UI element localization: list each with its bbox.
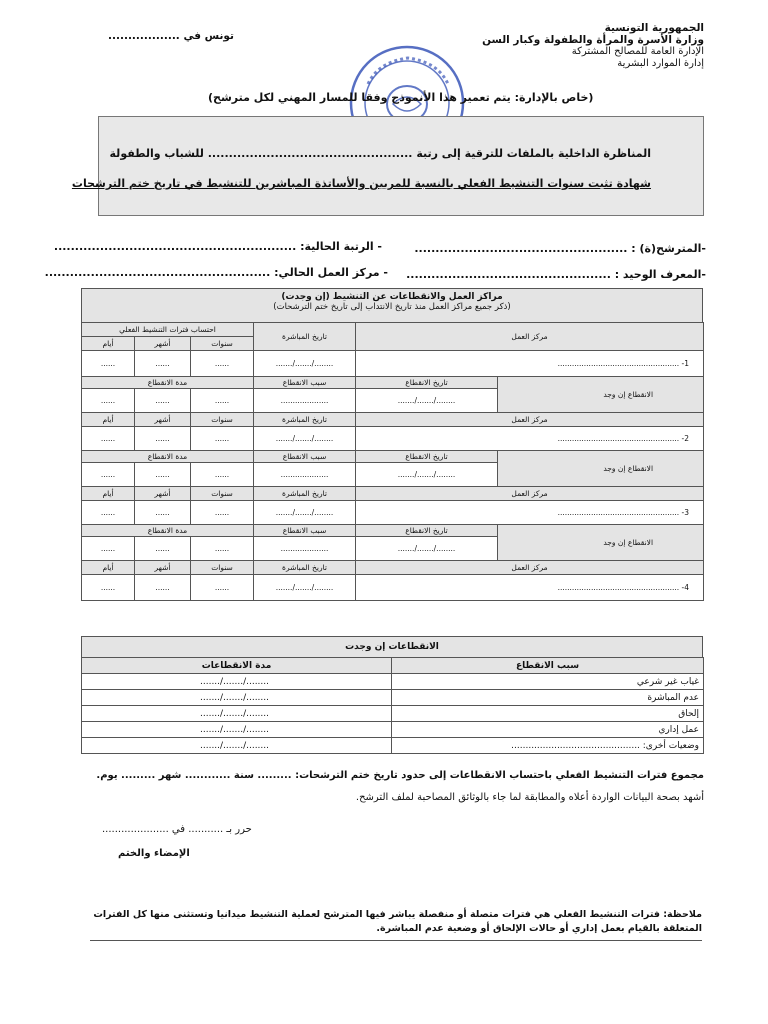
interruption-if-label: الانقطاع إن وجد [498,451,704,487]
interruption-date-header: تاريخ الانقطاع [356,377,498,389]
section1-title: مراكز العمل والانقطاعات عن التنشيط (إن وجدت) [281,292,503,302]
months-cell[interactable]: ...... [135,463,191,487]
reason-cell[interactable]: .................... [254,537,356,561]
reason-cell[interactable]: .................... [254,389,356,413]
duration-cell[interactable]: ......./......./........ [82,706,392,722]
reason-cell[interactable]: .................... [254,463,356,487]
interruption-if-label: الانقطاع إن وجد [498,377,704,413]
workplace-header: مركز العمل [356,487,704,501]
years-cell[interactable]: ...... [191,501,254,525]
admin-note: (خاص بالإدارة: يتم تعمير هذا الأنموذج وفقا للمسار المهني لكل مترشح) [208,91,594,104]
interruption-date-header: تاريخ الانقطاع [356,451,498,463]
years-cell[interactable]: ...... [191,575,254,601]
unique-id-field[interactable]: -المعرف الوحيد : ................................................. [406,268,706,281]
duration-cell[interactable]: ......./......./........ [82,738,392,754]
workplace-field[interactable]: - مركز العمل الحالي: ...................................................... [44,266,388,279]
reason-cell: عدم المباشرة [392,690,704,706]
section2-title: الانقطاعات إن وجدت [81,636,703,658]
months-header: أشهر [135,337,191,351]
days-cell[interactable]: ...... [82,463,135,487]
months-cell[interactable]: ...... [135,575,191,601]
days-cell[interactable]: ...... [82,575,135,601]
workplace-cell[interactable]: ................................................... -3 [356,501,704,525]
written-at[interactable]: حرر بـ ........... في ..................... [102,824,252,835]
duration-header: مدة الانقطاعات [82,658,392,674]
certify-line: أشهد بصحة البيانات الواردة أعلاه والمطابقة لما جاء بالوثائق المصاحبة لملف الترشح. [355,792,704,803]
interruption-duration-header: مدة الانقطاع [82,451,254,463]
interruption-reason-header: سبب الانقطاع [254,525,356,537]
note: ملاحظة: فترات التنشيط الفعلي هي فترات متصلة أو منفصلة يباشر فيها المترشح لعملية التنشيط ميدانيا وتستثنى منها كل الفترات المتعلقة بالقيام بعمل إداري أو حالات الإلحاق أو وضعية عدم المباشرة. [90,908,702,941]
years-cell[interactable]: ...... [191,463,254,487]
days-cell[interactable]: ...... [82,501,135,525]
row-number: -4 [681,583,690,592]
months-header: أشهر [135,413,191,427]
reason-cell[interactable]: وضعيات أخرى: ............................................. [392,738,704,754]
years-header: سنوات [191,337,254,351]
days-header: أيام [82,413,135,427]
interruption-duration-header: مدة الانقطاع [82,377,254,389]
section1-subtitle: (ذكر جميع مراكز العمل منذ تاريخ الانتداب إلى تاريخ ختم الترشحات) [273,302,511,312]
days-header: أيام [82,561,135,575]
title-box [71,116,704,216]
interruption-reason-header: سبب الانقطاع [254,451,356,463]
duration-cell[interactable]: ......./......./........ [82,674,392,690]
months-cell[interactable]: ...... [135,351,191,377]
start-date-header: تاريخ المباشرة [254,413,356,427]
months-cell[interactable]: ...... [135,537,191,561]
start-date-header: تاريخ المباشرة [254,323,356,351]
interruption-duration-header: مدة الانقطاع [82,525,254,537]
interruption-if-label: الانقطاع إن وجد [498,525,704,561]
duration-cell[interactable]: ......./......./........ [82,722,392,738]
rank-field[interactable]: - الرتبة الحالية: .......................................................... [53,240,382,253]
candidate-field[interactable]: -المترشح(ة) : ................................................... [414,242,706,255]
hr-label: إدارة الموارد البشرية [617,58,704,69]
workplace-cell[interactable]: ................................................... -1 [356,351,704,377]
interruptions-table [81,657,704,754]
months-cell[interactable]: ...... [135,389,191,413]
workplace-header: مركز العمل [356,323,704,351]
title-line-1: المناظرة الداخلية بالملفات للترقية إلى رتبة ................................................. للشباب والطفولة [109,147,651,160]
reason-header: سبب الانقطاع [392,658,704,674]
start-date-header: تاريخ المباشرة [254,561,356,575]
interruption-date-cell[interactable]: ......./......./........ [356,463,498,487]
interruption-reason-header: سبب الانقطاع [254,377,356,389]
days-cell[interactable]: ...... [82,427,135,451]
years-cell[interactable]: ...... [191,351,254,377]
years-header: سنوات [191,413,254,427]
start-date-cell[interactable]: ......./......./........ [254,427,356,451]
row-number: -3 [681,508,690,517]
place-date: تونس في .................. [108,30,234,42]
workplace-header: مركز العمل [356,561,704,575]
days-header: أيام [82,337,135,351]
workplace-cell[interactable]: ................................................... -2 [356,427,704,451]
interruption-date-cell[interactable]: ......./......./........ [356,389,498,413]
months-header: أشهر [135,561,191,575]
title-line-2: شهادة تثبت سنوات التنشيط الفعلي بالنسبة للمربين والأساتذة المباشرين للتنشيط في تاريخ ختم الترشحات [71,177,651,190]
directorate-label: الإدارة العامة للمصالح المشتركة [571,46,704,57]
months-cell[interactable]: ...... [135,427,191,451]
letterhead [482,22,704,70]
months-cell[interactable]: ...... [135,501,191,525]
reason-cell: عمل إداري [392,722,704,738]
years-cell[interactable]: ...... [191,537,254,561]
calc-header: احتساب فترات التنشيط الفعلي [82,323,254,337]
years-header: سنوات [191,561,254,575]
days-cell[interactable]: ...... [82,537,135,561]
start-date-header: تاريخ المباشرة [254,487,356,501]
start-date-cell[interactable]: ......./......./........ [254,575,356,601]
days-header: أيام [82,487,135,501]
years-cell[interactable]: ...... [191,427,254,451]
interruption-date-header: تاريخ الانقطاع [356,525,498,537]
start-date-cell[interactable]: ......./......./........ [254,351,356,377]
days-cell[interactable]: ...... [82,351,135,377]
section1-heading [81,288,703,324]
start-date-cell[interactable]: ......./......./........ [254,501,356,525]
reason-cell: غياب غير شرعي [392,674,704,690]
workplace-cell[interactable]: ................................................... -4 [356,575,704,601]
ministry-label: وزارة الأسرة والمرأة والطفولة وكبار السن [482,34,704,46]
months-header: أشهر [135,487,191,501]
years-header: سنوات [191,487,254,501]
row-number: -1 [681,359,690,368]
workplaces-table [81,322,704,601]
workplace-header: مركز العمل [356,413,704,427]
duration-cell[interactable]: ......./......./........ [82,690,392,706]
years-cell[interactable]: ...... [191,389,254,413]
row-number: -2 [681,434,690,443]
summary-line[interactable]: مجموع فترات التنشيط الفعلي باحتساب الانقطاعات إلى حدود تاريخ ختم الترشحات: ......... سنة ............ شهر ......... يوم. [96,770,704,781]
republic-label: الجمهورية التونسية [604,22,704,34]
signature-label: الإمضاء والختم [118,848,190,859]
days-cell[interactable]: ...... [82,389,135,413]
reason-cell: إلحاق [392,706,704,722]
interruption-date-cell[interactable]: ......./......./........ [356,537,498,561]
